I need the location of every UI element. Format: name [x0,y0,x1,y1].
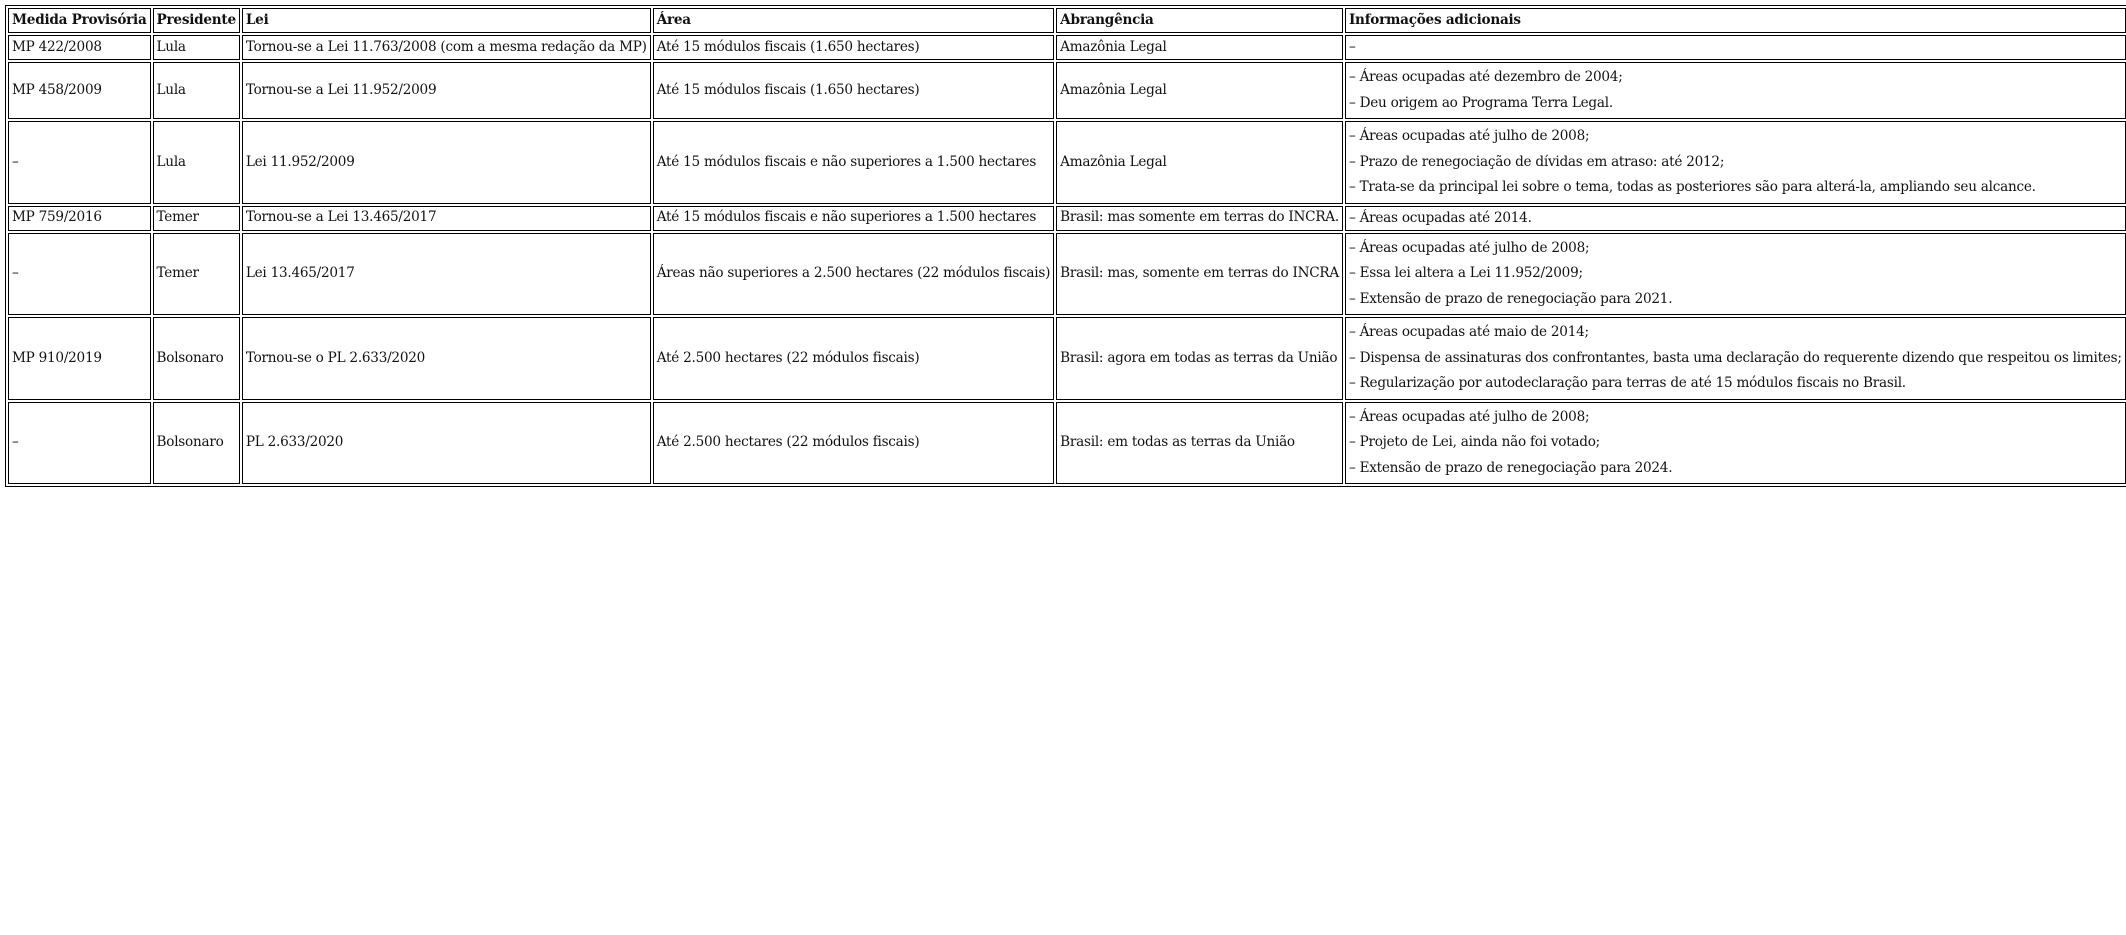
cell-informacoes-adicionais [1345,35,2126,60]
info-line: – Extensão de prazo de renegociação para 2021. [1348,290,1673,307]
info-line: – Regularização por autodeclaração para terras de até 15 módulos fiscais no Brasil. [1348,375,1906,391]
info-line: – Projeto de Lei, ainda não foi votado; [1348,434,1600,450]
cell-abrangencia: Brasil: agora em todas as terras da União [1056,317,1343,400]
cell-abrangencia: Amazônia Legal [1056,121,1343,204]
cell-area: Até 15 módulos fiscais (1.650 hectares) [653,62,1054,119]
cell-abrangencia: Amazônia Legal [1056,35,1343,60]
info-line: – Deu origem ao Programa Terra Legal. [1348,94,1613,111]
cell-medida-provisoria: MP 458/2009 [8,62,151,119]
cell-informacoes-adicionais [1345,121,2126,204]
table-row [8,62,2126,119]
cell-presidente: Lula [153,121,240,204]
cell-informacoes-adicionais [1345,62,2126,119]
cell-abrangencia: Brasil: mas, somente em terras do INCRA [1056,233,1343,316]
info-line: – Áreas ocupadas até 2014. [1348,209,1532,226]
cell-lei: Tornou-se o PL 2.633/2020 [242,317,651,400]
cell-abrangencia: Brasil: mas somente em terras do INCRA. [1056,206,1343,231]
info-line: – Prazo de renegociação de dívidas em atraso: até 2012; [1348,153,1725,170]
cell-informacoes-adicionais [1345,317,2126,400]
info-line: – [1348,39,1356,55]
cell-lei: Lei 11.952/2009 [242,121,651,204]
cell-lei: Tornou-se a Lei 11.763/2008 (com a mesma redação da MP) [242,35,651,60]
cell-medida-provisoria: MP 422/2008 [8,35,151,60]
cell-area: Áreas não superiores a 2.500 hectares (22 módulos fiscais) [653,233,1054,316]
cell-area: Até 15 módulos fiscais (1.650 hectares) [653,35,1054,60]
cell-lei: Lei 13.465/2017 [242,233,651,316]
info-line: – Áreas ocupadas até dezembro de 2004; [1348,69,1623,85]
cell-medida-provisoria: – [8,121,151,204]
cell-lei: Tornou-se a Lei 11.952/2009 [242,62,651,119]
cell-medida-provisoria: – [8,402,151,485]
cell-medida-provisoria: – [8,233,151,316]
cell-abrangencia: Amazônia Legal [1056,62,1343,119]
header-abrangencia: Abrangência [1056,8,1343,33]
table-header-row [8,8,2126,33]
cell-presidente: Bolsonaro [153,317,240,400]
cell-area: Até 2.500 hectares (22 módulos fiscais) [653,317,1054,400]
header-lei: Lei [242,8,651,33]
legislation-table [5,5,2126,487]
table-row [8,35,2126,60]
table-row [8,233,2126,316]
info-line: – Áreas ocupadas até maio de 2014; [1348,324,1589,340]
cell-area: Até 2.500 hectares (22 módulos fiscais) [653,402,1054,485]
cell-medida-provisoria: MP 910/2019 [8,317,151,400]
info-line: – Dispensa de assinaturas dos confrontantes, basta uma declaração do requerente dizendo que respeitou os limites; [1348,349,2122,366]
cell-presidente: Temer [153,206,240,231]
cell-informacoes-adicionais [1345,233,2126,316]
table-body [8,35,2126,484]
info-line: – Áreas ocupadas até julho de 2008; [1348,239,1590,256]
table-row [8,206,2126,231]
cell-area: Até 15 módulos fiscais e não superiores a 1.500 hectares [653,121,1054,204]
cell-informacoes-adicionais [1345,402,2126,485]
cell-presidente: Bolsonaro [153,402,240,485]
header-area: Área [653,8,1054,33]
info-line: – Áreas ocupadas até julho de 2008; [1348,128,1590,144]
cell-medida-provisoria: MP 759/2016 [8,206,151,231]
header-presidente: Presidente [153,8,240,33]
cell-abrangencia: Brasil: em todas as terras da União [1056,402,1343,485]
cell-lei: PL 2.633/2020 [242,402,651,485]
cell-presidente: Lula [153,62,240,119]
info-line: – Áreas ocupadas até julho de 2008; [1348,408,1590,425]
info-line: – Trata-se da principal lei sobre o tema, todas as posteriores são para alterá-la, ampliando seu alcance. [1348,179,2036,195]
cell-informacoes-adicionais [1345,206,2126,231]
table-row [8,317,2126,400]
header-informacoes-adicionais: Informações adicionais [1345,8,2126,33]
cell-lei: Tornou-se a Lei 13.465/2017 [242,206,651,231]
info-line: – Extensão de prazo de renegociação para 2024. [1348,459,1673,476]
header-medida-provisoria: Medida Provisória [8,8,151,33]
cell-area: Até 15 módulos fiscais e não superiores a 1.500 hectares [653,206,1054,231]
info-line: – Essa lei altera a Lei 11.952/2009; [1348,265,1583,281]
cell-presidente: Lula [153,35,240,60]
table-row [8,402,2126,485]
table-row [8,121,2126,204]
cell-presidente: Temer [153,233,240,316]
